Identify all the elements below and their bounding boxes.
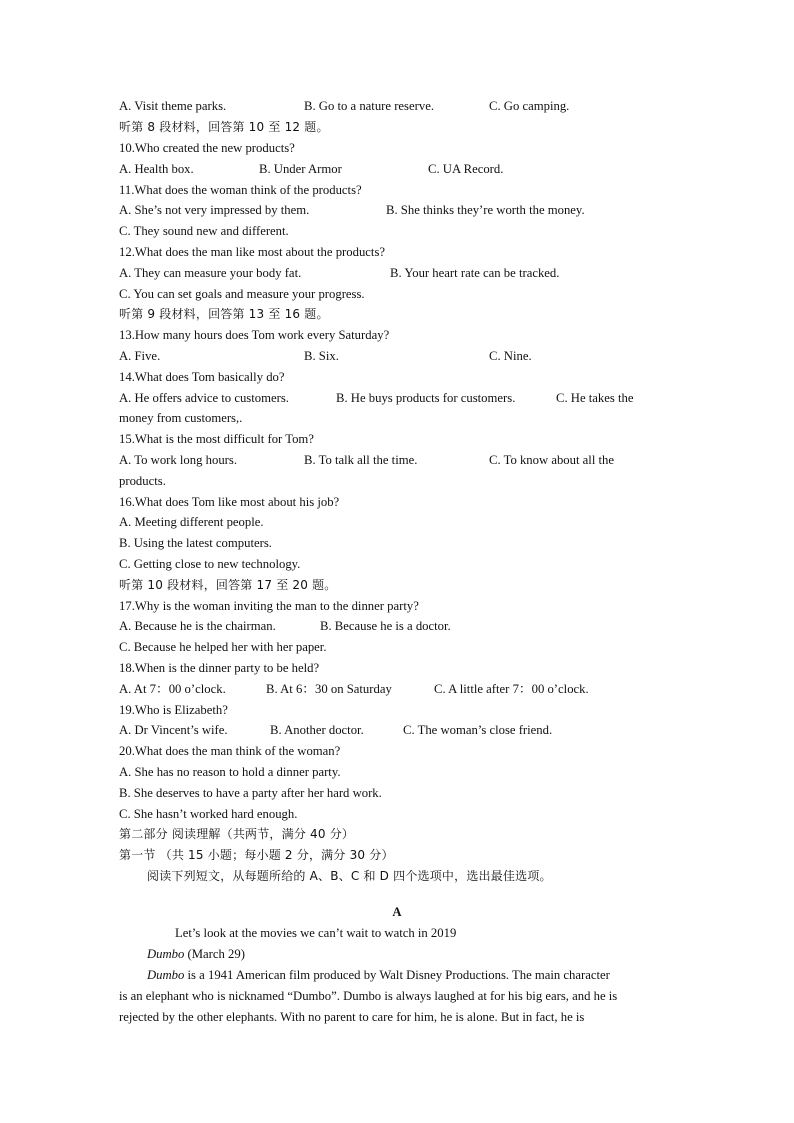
- reading-instructions: 阅读下列短文，从每题所给的 A、B、C 和 D 四个选项中，选出最佳选项。: [147, 869, 552, 883]
- q11-option-c: C. They sound new and different.: [119, 224, 289, 238]
- paragraph-line-2: is an elephant who is nicknamed “Dumbo”. Dumbo is always laughed at for his big ears, and he is: [119, 989, 618, 1003]
- passage-label: A: [392, 905, 402, 919]
- q13-option-b: B. Six.: [304, 349, 339, 363]
- q14-option-c: C. He takes the: [556, 391, 634, 405]
- paragraph-italic-title: Dumbo: [147, 968, 185, 982]
- q10-option-b: B. Under Armor: [259, 162, 342, 176]
- q13-option-c: C. Nine.: [489, 349, 532, 363]
- q15-option-b: B. To talk all the time.: [304, 453, 418, 467]
- paragraph-line-1-text: is a 1941 American film produced by Walt Disney Productions. The main character: [184, 968, 610, 982]
- q18-option-a: A. At 7：00 o’clock.: [119, 682, 226, 696]
- q19-option-b: B. Another doctor.: [270, 723, 364, 737]
- q20-option-b: B. She deserves to have a party after her hard work.: [119, 786, 382, 800]
- q10-option-a: A. Health box.: [119, 162, 194, 176]
- q12-option-a: A. They can measure your body fat.: [119, 266, 302, 280]
- q18-option-c: C. A little after 7：00 o’clock.: [434, 682, 589, 696]
- q9-option-a: A. Visit theme parks.: [119, 99, 227, 113]
- q17-option-b: B. Because he is a doctor.: [320, 619, 451, 633]
- question-16: 16.What does Tom like most about his job?: [119, 495, 340, 509]
- section-8-intro: 听第 8 段材料，回答第 10 至 12 题。: [119, 120, 329, 134]
- movie-date: (March 29): [184, 947, 245, 961]
- question-20: 20.What does the man think of the woman?: [119, 744, 341, 758]
- q16-option-c: C. Getting close to new technology.: [119, 557, 301, 571]
- q15-option-a: A. To work long hours.: [119, 453, 237, 467]
- q17-option-a: A. Because he is the chairman.: [119, 619, 276, 633]
- question-18: 18.When is the dinner party to be held?: [119, 661, 320, 675]
- q15-option-c: C. To know about all the: [489, 453, 615, 467]
- paragraph-line-1: [147, 967, 610, 983]
- q10-option-c: C. UA Record.: [428, 162, 504, 176]
- passage-title: Let’s look at the movies we can’t wait to watch in 2019: [175, 926, 457, 940]
- q9-option-c: C. Go camping.: [489, 99, 570, 113]
- movie-title: Dumbo: [147, 947, 185, 961]
- q18-option-b: B. At 6：30 on Saturday: [266, 682, 392, 696]
- movie-heading: [147, 946, 245, 962]
- question-14: 14.What does Tom basically do?: [119, 370, 285, 384]
- question-12: 12.What does the man like most about the products?: [119, 245, 386, 259]
- q20-option-c: C. She hasn’t worked hard enough.: [119, 807, 298, 821]
- q14-option-c-cont: money from customers,.: [119, 411, 243, 425]
- q19-option-c: C. The woman’s close friend.: [403, 723, 553, 737]
- q16-option-a: A. Meeting different people.: [119, 515, 264, 529]
- question-19: 19.Who is Elizabeth?: [119, 703, 228, 717]
- section-1-heading: 第一节 （共 15 小题；每小题 2 分，满分 30 分）: [119, 848, 394, 862]
- part-2-heading: 第二部分 阅读理解（共两节，满分 40 分）: [119, 827, 355, 841]
- q17-option-c: C. Because he helped her with her paper.: [119, 640, 327, 654]
- q12-option-c: C. You can set goals and measure your progress.: [119, 287, 365, 301]
- section-9-intro: 听第 9 段材料，回答第 13 至 16 题。: [119, 307, 329, 321]
- q14-option-b: B. He buys products for customers.: [336, 391, 516, 405]
- q11-option-b: B. She thinks they’re worth the money.: [386, 203, 585, 217]
- q13-option-a: A. Five.: [119, 349, 161, 363]
- q9-option-b: B. Go to a nature reserve.: [304, 99, 434, 113]
- q11-option-a: A. She’s not very impressed by them.: [119, 203, 310, 217]
- q19-option-a: A. Dr Vincent’s wife.: [119, 723, 228, 737]
- question-15: 15.What is the most difficult for Tom?: [119, 432, 314, 446]
- q12-option-b: B. Your heart rate can be tracked.: [390, 266, 560, 280]
- q20-option-a: A. She has no reason to hold a dinner party.: [119, 765, 341, 779]
- question-13: 13.How many hours does Tom work every Saturday?: [119, 328, 390, 342]
- q14-option-a: A. He offers advice to customers.: [119, 391, 289, 405]
- q15-option-c-cont: products.: [119, 474, 166, 488]
- section-10-intro: 听第 10 段材料，回答第 17 至 20 题。: [119, 578, 337, 592]
- question-11: 11.What does the woman think of the products?: [119, 183, 362, 197]
- question-17: 17.Why is the woman inviting the man to the dinner party?: [119, 599, 419, 613]
- question-10: 10.Who created the new products?: [119, 141, 295, 155]
- paragraph-line-3: rejected by the other elephants. With no parent to care for him, he is alone. But in fact, he is: [119, 1010, 585, 1024]
- q16-option-b: B. Using the latest computers.: [119, 536, 272, 550]
